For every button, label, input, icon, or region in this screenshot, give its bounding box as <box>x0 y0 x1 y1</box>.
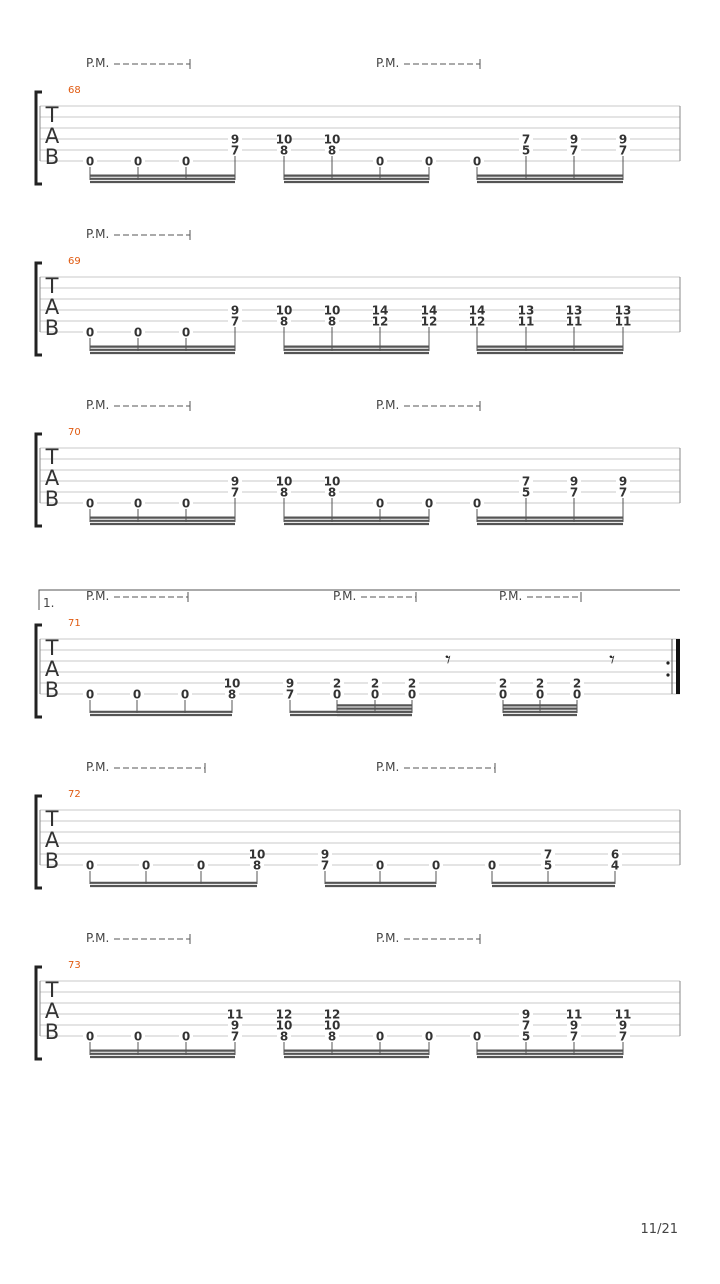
measure-number: 68 <box>68 85 81 96</box>
tab-clef-letter: T <box>45 445 59 469</box>
fret-number: 0 <box>181 496 191 511</box>
fret-number: 8 <box>279 1029 289 1044</box>
fret-number: 9 <box>521 1007 531 1022</box>
tab-system <box>36 398 680 526</box>
fret-number: 10 <box>223 676 241 691</box>
fret-number: 10 <box>248 847 266 862</box>
palm-mute-label: P.M. <box>376 760 400 774</box>
tab-clef-letter: T <box>45 274 59 298</box>
fret-number: 0 <box>181 1029 191 1044</box>
fret-number: 8 <box>327 485 337 500</box>
fret-number: 10 <box>323 1018 341 1033</box>
fret-number: 9 <box>569 132 579 147</box>
fret-number: 9 <box>320 847 330 862</box>
fret-number: 7 <box>230 485 240 500</box>
repeat-dot <box>666 673 669 676</box>
fret-number: 9 <box>569 1018 579 1033</box>
fret-number: 7 <box>543 847 553 862</box>
volta-number: 1. <box>43 596 55 610</box>
fret-number: 0 <box>498 687 508 702</box>
tab-clef-letter: A <box>44 657 60 681</box>
fret-number: 0 <box>472 154 482 169</box>
fret-number: 8 <box>227 687 237 702</box>
fret-number: 0 <box>370 687 380 702</box>
fret-number: 10 <box>323 132 341 147</box>
fret-number: 7 <box>285 687 295 702</box>
fret-number: 2 <box>498 676 508 691</box>
tab-system <box>36 760 680 888</box>
fret-number: 0 <box>332 687 342 702</box>
fret-number: 0 <box>133 154 143 169</box>
repeat-dot <box>666 661 669 664</box>
tab-clef-letter: A <box>44 999 60 1023</box>
fret-number: 0 <box>180 687 190 702</box>
fret-number: 10 <box>275 474 293 489</box>
fret-number: 11 <box>614 1007 632 1022</box>
fret-number: 0 <box>85 687 95 702</box>
fret-number: 7 <box>569 485 579 500</box>
palm-mute-label: P.M. <box>86 589 110 603</box>
tab-clef-letter: B <box>44 487 60 511</box>
tab-clef-letter: B <box>44 849 60 873</box>
fret-number: 9 <box>285 676 295 691</box>
palm-mute-label: P.M. <box>333 589 357 603</box>
volta-bracket <box>39 590 680 610</box>
fret-number: 9 <box>230 474 240 489</box>
fret-number: 0 <box>181 154 191 169</box>
fret-number: 7 <box>569 1029 579 1044</box>
fret-number: 0 <box>85 325 95 340</box>
fret-number: 0 <box>424 496 434 511</box>
tab-clef-letter: B <box>44 1020 60 1044</box>
fret-number: 0 <box>407 687 417 702</box>
fret-number: 12 <box>420 314 438 329</box>
fret-number: 7 <box>521 132 531 147</box>
tab-clef-letter: A <box>44 466 60 490</box>
fret-number: 7 <box>618 485 628 500</box>
fret-number: 0 <box>196 858 206 873</box>
tab-clef-letter: B <box>44 316 60 340</box>
page-number: 11/21 <box>640 1222 678 1237</box>
fret-number: 7 <box>569 143 579 158</box>
fret-number: 7 <box>230 314 240 329</box>
tab-clef-letter: A <box>44 295 60 319</box>
fret-number: 9 <box>618 474 628 489</box>
fret-number: 7 <box>230 143 240 158</box>
fret-number: 10 <box>275 1018 293 1033</box>
fret-number: 0 <box>424 1029 434 1044</box>
palm-mute-label: P.M. <box>376 56 400 70</box>
fret-number: 14 <box>468 303 486 318</box>
fret-number: 0 <box>487 858 497 873</box>
fret-number: 10 <box>275 303 293 318</box>
palm-mute-label: P.M. <box>376 931 400 945</box>
fret-number: 9 <box>230 1018 240 1033</box>
fret-number: 0 <box>472 496 482 511</box>
fret-number: 11 <box>614 314 632 329</box>
fret-number: 2 <box>332 676 342 691</box>
fret-number: 7 <box>320 858 330 873</box>
fret-number: 5 <box>543 858 553 873</box>
fret-number: 0 <box>85 858 95 873</box>
tab-clef-letter: A <box>44 828 60 852</box>
tab-clef-letter: T <box>45 978 59 1002</box>
fret-number: 14 <box>420 303 438 318</box>
tab-system <box>36 931 680 1059</box>
palm-mute-label: P.M. <box>86 931 110 945</box>
fret-number: 7 <box>521 1018 531 1033</box>
fret-number: 0 <box>85 1029 95 1044</box>
fret-number: 9 <box>618 1018 628 1033</box>
fret-number: 0 <box>141 858 151 873</box>
fret-number: 9 <box>230 132 240 147</box>
fret-number: 2 <box>572 676 582 691</box>
palm-mute-label: P.M. <box>376 398 400 412</box>
fret-number: 0 <box>572 687 582 702</box>
fret-number: 5 <box>521 1029 531 1044</box>
fret-number: 7 <box>521 474 531 489</box>
fret-number: 7 <box>618 143 628 158</box>
fret-number: 2 <box>407 676 417 691</box>
fret-number: 8 <box>252 858 262 873</box>
fret-number: 12 <box>371 314 389 329</box>
fret-number: 0 <box>424 154 434 169</box>
measure-number: 73 <box>68 960 81 971</box>
measure-number: 72 <box>68 789 81 800</box>
fret-number: 0 <box>133 325 143 340</box>
fret-number: 2 <box>535 676 545 691</box>
fret-number: 10 <box>275 132 293 147</box>
tab-system <box>36 227 680 355</box>
fret-number: 8 <box>327 1029 337 1044</box>
fret-number: 0 <box>375 1029 385 1044</box>
fret-number: 13 <box>565 303 583 318</box>
fret-number: 12 <box>275 1007 293 1022</box>
fret-number: 9 <box>618 132 628 147</box>
tab-clef-letter: B <box>44 678 60 702</box>
tab-clef-letter: T <box>45 807 59 831</box>
fret-number: 8 <box>279 143 289 158</box>
tab-clef-letter: T <box>45 103 59 127</box>
fret-number: 0 <box>181 325 191 340</box>
fret-number: 6 <box>610 847 620 862</box>
fret-number: 0 <box>133 496 143 511</box>
fret-number: 0 <box>535 687 545 702</box>
tab-clef-letter: A <box>44 124 60 148</box>
fret-number: 11 <box>517 314 535 329</box>
rest-symbol: 𝄾 <box>609 648 615 673</box>
fret-number: 5 <box>521 143 531 158</box>
palm-mute-label: P.M. <box>86 398 110 412</box>
fret-number: 8 <box>327 314 337 329</box>
fret-number: 10 <box>323 303 341 318</box>
fret-number: 13 <box>614 303 632 318</box>
fret-number: 0 <box>132 687 142 702</box>
fret-number: 0 <box>431 858 441 873</box>
fret-number: 5 <box>521 485 531 500</box>
fret-number: 0 <box>85 496 95 511</box>
palm-mute-label: P.M. <box>86 760 110 774</box>
fret-number: 11 <box>565 314 583 329</box>
measure-number: 69 <box>68 256 81 267</box>
tab-system <box>36 56 680 184</box>
palm-mute-label: P.M. <box>86 227 110 241</box>
tab-clef-letter: T <box>45 636 59 660</box>
tab-system <box>36 589 680 717</box>
fret-number: 11 <box>565 1007 583 1022</box>
fret-number: 2 <box>370 676 380 691</box>
fret-number: 8 <box>279 314 289 329</box>
fret-number: 11 <box>226 1007 244 1022</box>
fret-number: 7 <box>618 1029 628 1044</box>
tab-clef-letter: B <box>44 145 60 169</box>
fret-number: 8 <box>279 485 289 500</box>
fret-number: 10 <box>323 474 341 489</box>
fret-number: 0 <box>133 1029 143 1044</box>
fret-number: 8 <box>327 143 337 158</box>
fret-number: 0 <box>375 858 385 873</box>
fret-number: 12 <box>468 314 486 329</box>
fret-number: 0 <box>85 154 95 169</box>
rest-symbol: 𝄾 <box>445 648 451 673</box>
fret-number: 4 <box>610 858 620 873</box>
fret-number: 12 <box>323 1007 341 1022</box>
fret-number: 9 <box>569 474 579 489</box>
fret-number: 0 <box>375 154 385 169</box>
fret-number: 14 <box>371 303 389 318</box>
fret-number: 7 <box>230 1029 240 1044</box>
fret-number: 0 <box>375 496 385 511</box>
fret-number: 9 <box>230 303 240 318</box>
measure-number: 71 <box>68 618 81 629</box>
palm-mute-label: P.M. <box>499 589 523 603</box>
fret-number: 13 <box>517 303 535 318</box>
fret-number: 0 <box>472 1029 482 1044</box>
measure-number: 70 <box>68 427 81 438</box>
palm-mute-label: P.M. <box>86 56 110 70</box>
